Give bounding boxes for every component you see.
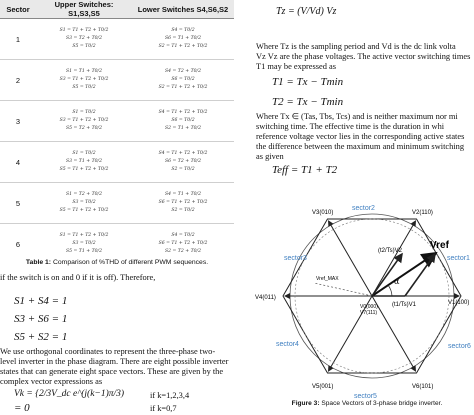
table-row xyxy=(0,19,234,60)
figure-caption xyxy=(260,400,474,407)
upper-switch-cell xyxy=(36,101,132,142)
figure-caption-label: Figure 3: xyxy=(291,400,320,407)
upper-switch-cell xyxy=(36,60,132,101)
label-alpha: α xyxy=(394,277,400,286)
switch-time-equation: S6 = T0/2 xyxy=(171,118,195,123)
sector-cell: 6 xyxy=(0,224,36,265)
lower-switch-cell xyxy=(132,101,234,142)
switch-time-equation: S6 = T0/2 xyxy=(171,77,195,82)
upper-switch-cell xyxy=(36,19,132,60)
label-vref-max: Vref_MAX xyxy=(316,276,339,282)
lower-switch-cell xyxy=(132,224,234,265)
sector-cell: 2 xyxy=(0,60,36,101)
label-sector5: sector5 xyxy=(354,393,377,400)
equation-teff: Teff = T1 + T2 xyxy=(272,164,338,176)
switch-time-equation: S1 = T1 + T2 + T0/2 xyxy=(59,233,109,238)
switch-time-equation: S1 = T1 + T0/2 xyxy=(65,69,103,74)
vref-max-line xyxy=(314,283,372,296)
equation-vk: Vk = {2/3V_dc e^(j(k−1)π/3) xyxy=(14,389,125,399)
switch-time-equation: S4 = T2 + T0/2 xyxy=(164,69,202,74)
switch-time-equation: S3 = T1 + T0/2 xyxy=(65,159,103,164)
switching-table-container xyxy=(0,0,234,264)
switch-time-equation: S6 = T1 + T0/2 xyxy=(164,36,202,41)
paragraph-line: We use orthogonal coordinates to represent the three-phase two- xyxy=(0,347,216,356)
equation-zero-condition: if k=0,7 xyxy=(150,404,177,413)
lower-switch-cell xyxy=(132,183,234,224)
table-row xyxy=(0,60,234,101)
space-vector-figure xyxy=(252,200,474,415)
paragraph-line: Where Tz is the sampling period and Vd is the dc link volta xyxy=(256,42,456,51)
table-caption xyxy=(0,259,234,266)
table-row xyxy=(0,224,234,265)
paragraph-line: the difference between the maximum and minimum switching xyxy=(256,142,465,151)
label-v1: V1(100) xyxy=(448,300,470,306)
label-v6: V6(101) xyxy=(412,384,434,390)
label-v2: V2(110) xyxy=(412,210,433,216)
paragraph-line: level inverter in the phase diagram. There are eight possible inverter xyxy=(0,357,229,366)
switch-time-equation: S4 = T0/2 xyxy=(171,28,195,33)
switch-time-equation: S5 = T1 + T2 + T0/2 xyxy=(59,167,109,172)
label-v0: V0(000) xyxy=(360,304,378,310)
label-sector3: sector3 xyxy=(284,255,307,262)
paragraph-line: T1 may be expressed as xyxy=(256,62,337,71)
switch-time-equation: S2 = T1 + T2 + T0/2 xyxy=(158,85,208,90)
sector-cell: 1 xyxy=(0,19,36,60)
lower-switch-cell xyxy=(132,60,234,101)
vector-v3 xyxy=(329,221,373,296)
space-vector-diagram xyxy=(252,200,474,400)
switch-time-equation: S1 = T2 + T0/2 xyxy=(65,192,103,197)
label-t1v1: (t1/Ts)V1 xyxy=(392,302,417,308)
upper-switch-cell xyxy=(36,183,132,224)
switch-time-equation: S3 = T1 + T2 + T0/2 xyxy=(59,118,109,123)
switch-time-equation: S4 = T1 + T0/2 xyxy=(164,192,202,197)
equation-s1-s4: S1 + S4 = 1 xyxy=(14,295,68,307)
equation-t1: T1 = Tx − Tmin xyxy=(272,76,344,88)
paragraph-line: states that can generate eight space vectors. These are given by the xyxy=(0,367,224,376)
t2v2-component xyxy=(405,254,435,296)
switch-time-equation: S4 = T1 + T2 + T0/2 xyxy=(158,110,208,115)
switch-time-equation: S6 = T1 + T2 + T0/2 xyxy=(158,241,208,246)
equation-t2: T2 = Tx − Tmin xyxy=(272,96,344,108)
paragraph-line: if the switch is on and 0 if it is off). Therefore, xyxy=(0,273,156,282)
label-v5: V5(001) xyxy=(312,384,334,390)
switch-time-equation: S2 = T2 + T0/2 xyxy=(164,249,202,254)
label-sector1: sector1 xyxy=(447,255,470,262)
header-sector: Sector xyxy=(0,0,36,19)
label-sector2: sector2 xyxy=(352,205,375,212)
label-v4: V4(011) xyxy=(255,295,276,301)
table-caption-label: Table 1: xyxy=(25,259,52,266)
header-lower-switches: Lower Switches S4,S6,S2 xyxy=(132,0,234,19)
switch-time-equation: S4 = T0/2 xyxy=(171,233,195,238)
switch-time-equation: S3 = T2 + T0/2 xyxy=(65,36,103,41)
paragraph-line: reference voltage vector lies in the corresponding active states xyxy=(256,132,465,141)
label-vref: Vref xyxy=(430,240,449,251)
switch-time-equation: S2 = T1 + T2 + T0/2 xyxy=(158,44,208,49)
switch-time-equation: S2 = T0/2 xyxy=(171,208,195,213)
equation-vk-condition: if k=1,2,3,4 xyxy=(150,391,190,400)
switch-time-equation: S5 = T0/2 xyxy=(72,44,96,49)
label-sector6: sector6 xyxy=(448,343,471,350)
paragraph-line: Where Tx ∈ (Tas, Tbs, Tcs) and is neither maximum nor mi xyxy=(256,112,458,121)
switch-time-equation: S6 = T2 + T0/2 xyxy=(164,159,202,164)
equation-tz: Tz = (V/Vd) Vz xyxy=(276,6,337,17)
equation-zero: = 0 xyxy=(14,402,30,414)
switch-time-equation: S4 = T1 + T2 + T0/2 xyxy=(158,151,208,156)
table-header-row xyxy=(0,0,234,19)
sector-cell: 5 xyxy=(0,183,36,224)
switch-time-equation: S3 = T0/2 xyxy=(72,200,96,205)
table-row xyxy=(0,101,234,142)
switch-time-equation: S2 = T0/2 xyxy=(171,167,195,172)
lower-switch-cell xyxy=(132,142,234,183)
label-v3: V3(010) xyxy=(312,210,334,216)
sector-cell: 3 xyxy=(0,101,36,142)
paragraph-line: complex vector expressions as xyxy=(0,377,103,386)
paragraph-line: as given xyxy=(256,152,284,161)
label-v7: V7(111) xyxy=(360,310,378,316)
upper-switch-cell xyxy=(36,224,132,265)
equation-s5-s2: S5 + S2 = 1 xyxy=(14,331,68,343)
table-row xyxy=(0,183,234,224)
switch-time-equation: S5 = T1 + T2 + T0/2 xyxy=(59,208,109,213)
switch-time-equation: S5 = T0/2 xyxy=(72,85,96,90)
alpha-arc xyxy=(388,285,392,296)
switch-time-equation: S1 = T0/2 xyxy=(72,151,96,156)
switch-time-equation: S1 = T0/2 xyxy=(72,110,96,115)
lower-switch-cell xyxy=(132,19,234,60)
header-upper-switches: Upper Switches: S1,S3,S5 xyxy=(36,0,132,19)
label-t2v2: (t2/Ts)V2 xyxy=(378,248,403,254)
table-caption-text: Comparison of %THD of different PWM sequences. xyxy=(51,259,209,266)
switch-time-equation: S2 = T1 + T0/2 xyxy=(164,126,202,131)
paragraph-line: switching time. The effective time is the duration in whi xyxy=(256,122,445,131)
paragraph-line: Vz Vz are the phase voltages. The active vector switching times xyxy=(256,52,471,61)
switch-time-equation: S5 = T2 + T0/2 xyxy=(65,126,103,131)
vref-vector xyxy=(372,253,436,296)
switch-time-equation: S3 = T1 + T2 + T0/2 xyxy=(59,77,109,82)
switch-time-equation: S6 = T1 + T2 + T0/2 xyxy=(158,200,208,205)
figure-caption-text: Space Vectors of 3-phase bridge inverter. xyxy=(319,400,443,407)
table-row xyxy=(0,142,234,183)
sector-cell: 4 xyxy=(0,142,36,183)
equation-s3-s6: S3 + S6 = 1 xyxy=(14,313,68,325)
switching-times-table xyxy=(0,0,234,264)
switch-time-equation: S5 = T1 + T0/2 xyxy=(65,249,103,254)
upper-switch-cell xyxy=(36,142,132,183)
t2v2-projection xyxy=(372,254,402,296)
label-sector4: sector4 xyxy=(276,341,299,348)
switch-time-equation: S1 = T1 + T2 + T0/2 xyxy=(59,28,109,33)
switch-time-equation: S3 = T0/2 xyxy=(72,241,96,246)
